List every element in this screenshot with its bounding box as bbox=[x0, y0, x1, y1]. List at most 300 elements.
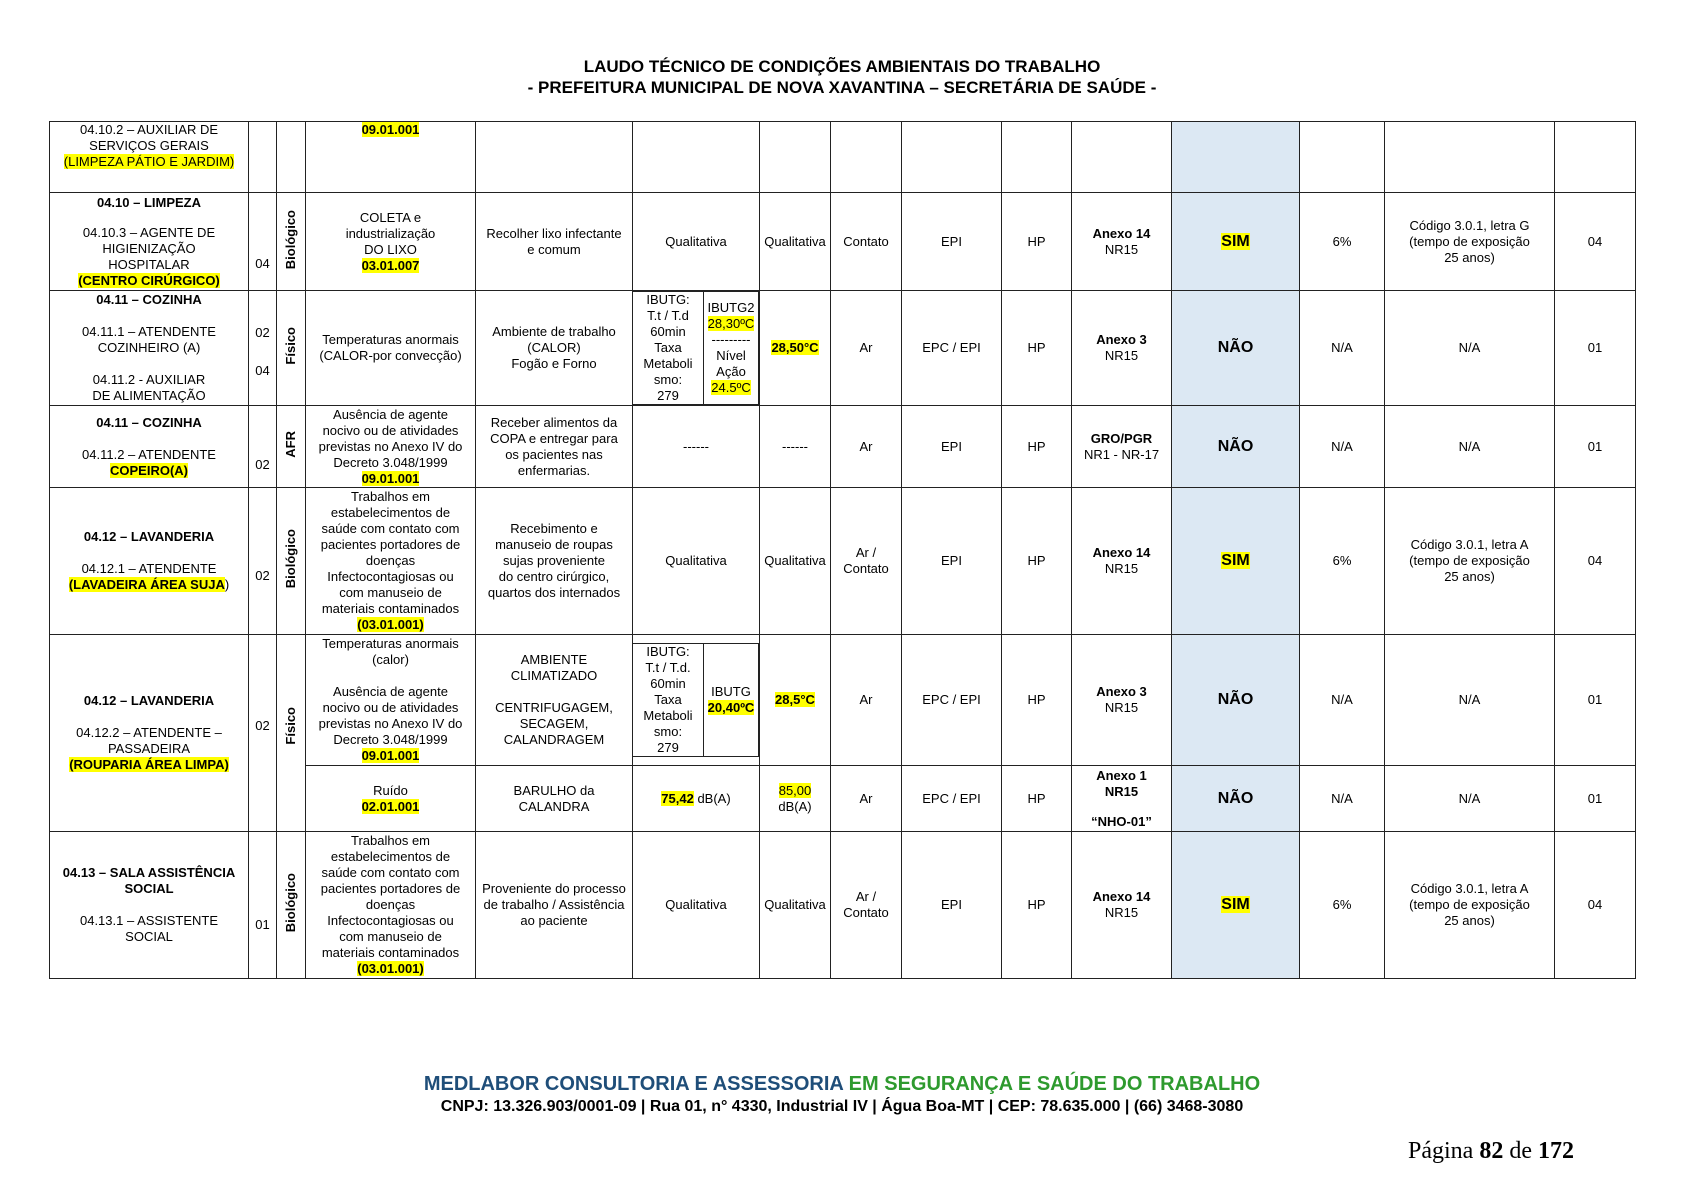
intensity-value: Qualitativa bbox=[665, 553, 727, 568]
qty-value: 02 bbox=[255, 568, 270, 583]
intensity-measure bbox=[704, 292, 759, 405]
route-value: Contato bbox=[843, 561, 889, 576]
qty-value: 01 bbox=[255, 917, 270, 932]
footer-company bbox=[0, 1073, 1684, 1096]
insalubrity-value: NÃO bbox=[1217, 691, 1254, 708]
function-highlight: COPEIRO(A) bbox=[110, 462, 188, 478]
table-row bbox=[50, 406, 1636, 488]
protection-value: EPC / EPI bbox=[922, 790, 981, 806]
qty-cell bbox=[249, 193, 277, 291]
protection-cell bbox=[902, 766, 1002, 832]
limit-value: Qualitativa bbox=[764, 233, 826, 249]
agent-text: Temperaturas anormais bbox=[322, 332, 459, 347]
header-subtitle: - PREFEITURA MUNICIPAL DE NOVA XAVANTINA – SECRETÁRIA DE SAÚDE - bbox=[527, 78, 1157, 97]
source-text: quartos dos internados bbox=[487, 585, 621, 600]
source-text: enfermarias. bbox=[517, 462, 591, 478]
intensity-value: 28,30ºC bbox=[707, 316, 755, 331]
source-text: sujas proveniente bbox=[503, 553, 605, 568]
retirement-code-cell bbox=[1385, 635, 1555, 766]
intensity-text: Ação bbox=[716, 364, 746, 379]
intensity-text: 279 bbox=[657, 740, 679, 755]
source-cell bbox=[476, 488, 633, 635]
exposure-value: HP bbox=[1027, 438, 1046, 454]
retirement-code-cell bbox=[1385, 291, 1555, 406]
agent-text: Ausência de agente bbox=[333, 406, 448, 422]
exposure-value: HP bbox=[1027, 233, 1046, 249]
qty-cell bbox=[249, 635, 277, 832]
risk-cell bbox=[277, 635, 306, 832]
intensity-text: --------- bbox=[711, 332, 751, 347]
norm-text: Anexo 14 bbox=[1092, 889, 1151, 904]
agent-text: com manuseio de bbox=[339, 929, 442, 944]
limit-unit: dB(A) bbox=[778, 798, 812, 814]
insalubrity-cell bbox=[1172, 832, 1300, 979]
exposure-cell bbox=[1002, 406, 1072, 488]
source-cell bbox=[476, 406, 633, 488]
function-highlight: LAVADEIRA ÁREA SUJA bbox=[73, 577, 225, 592]
agent-text: saúde com contato com bbox=[321, 865, 460, 880]
insalubrity-cell bbox=[1172, 291, 1300, 406]
sector-title: 04.13 – SALA ASSISTÊNCIA bbox=[62, 865, 236, 880]
function-highlight: ( bbox=[68, 577, 74, 592]
intensity-text: IBUTG bbox=[711, 684, 751, 699]
limit-cell bbox=[760, 291, 831, 406]
norm-text: NR15 bbox=[1104, 905, 1139, 920]
retirement-code-cell bbox=[1385, 832, 1555, 979]
agent-text: Infectocontagiosas ou bbox=[327, 569, 454, 584]
percent-value: 6% bbox=[1332, 897, 1352, 912]
last-value: 01 bbox=[1587, 340, 1603, 355]
insalubrity-cell bbox=[1172, 488, 1300, 635]
intensity-cell bbox=[633, 193, 760, 291]
intensity-text: IBUTG: bbox=[646, 644, 690, 659]
agent-code: 02.01.001 bbox=[361, 798, 420, 814]
limit-cell bbox=[760, 766, 831, 832]
source-cell bbox=[476, 122, 633, 193]
risk-type: Biológico bbox=[283, 209, 298, 270]
insalubrity-value: NÃO bbox=[1217, 437, 1254, 455]
norm-text: Anexo 14 bbox=[1092, 225, 1151, 241]
agent-text: Ruído bbox=[373, 782, 408, 798]
agent-cell bbox=[306, 766, 476, 832]
norm-text: Anexo 3 bbox=[1096, 332, 1147, 347]
protection-value: EPI bbox=[941, 897, 962, 912]
source-text: BARULHO da bbox=[513, 782, 595, 798]
last-cell bbox=[1555, 635, 1636, 766]
agent-text: nocivo ou de atividades bbox=[322, 422, 459, 438]
sector-title: 04.12 – LAVANDERIA bbox=[83, 693, 215, 708]
exposure-value: HP bbox=[1027, 790, 1046, 806]
insalubrity-value: SIM bbox=[1221, 232, 1250, 250]
exposure-cell bbox=[1002, 122, 1072, 193]
agent-cell bbox=[306, 488, 476, 635]
intensity-text: Taxa bbox=[654, 340, 682, 355]
sector-title: SOCIAL bbox=[124, 881, 174, 896]
qty-value: 04 bbox=[255, 256, 270, 271]
source-text: CALANDRA bbox=[518, 798, 590, 814]
agent-cell bbox=[306, 122, 476, 193]
last-cell bbox=[1555, 406, 1636, 488]
source-text: os pacientes nas bbox=[505, 446, 603, 462]
function-cell bbox=[50, 832, 249, 979]
intensity-cell bbox=[633, 635, 760, 766]
percent-value: 6% bbox=[1332, 553, 1352, 568]
insalubrity-value: SIM bbox=[1221, 896, 1250, 913]
percent-cell bbox=[1300, 193, 1385, 291]
risk-type: AFR bbox=[283, 431, 298, 458]
last-cell bbox=[1555, 122, 1636, 193]
agent-text: Trabalhos em bbox=[351, 833, 430, 848]
insalubrity-value: SIM bbox=[1221, 552, 1250, 569]
norm-text: NR15 bbox=[1104, 348, 1139, 363]
source-text: Receber alimentos da bbox=[490, 414, 618, 430]
table-row bbox=[50, 291, 1636, 406]
code-text: 25 anos) bbox=[1444, 569, 1495, 584]
function-highlight: (ROUPARIA ÁREA LIMPA) bbox=[69, 757, 229, 772]
percent-value: N/A bbox=[1331, 692, 1353, 707]
agent-text: materiais contaminados bbox=[321, 945, 460, 960]
agent-text: industrialização bbox=[345, 225, 436, 241]
intensity-method bbox=[633, 644, 704, 757]
norm-text: Anexo 14 bbox=[1092, 545, 1151, 560]
risk-type: Biológico bbox=[283, 873, 298, 933]
footer-address: CNPJ: 13.326.903/0001-09 | Rua 01, n° 4330, Industrial IV | Água Boa-MT | CEP: 78.635.000 | (66) 3468-3080 bbox=[440, 1098, 1244, 1115]
norm-text: NR15 bbox=[1104, 561, 1139, 576]
norm-text: NR15 bbox=[1104, 700, 1139, 715]
norm-text: GRO/PGR bbox=[1090, 430, 1153, 446]
company-name: MEDLABOR CONSULTORIA E ASSESSORIA bbox=[423, 1073, 844, 1095]
limit-cell bbox=[760, 832, 831, 979]
source-text: CENTRIFUGAGEM, bbox=[495, 700, 613, 715]
retirement-code-cell bbox=[1385, 406, 1555, 488]
qty-value: 02 bbox=[255, 457, 270, 472]
table-row bbox=[50, 122, 1636, 193]
agent-text: doenças bbox=[365, 897, 416, 912]
norm-text: Anexo 3 bbox=[1096, 684, 1147, 699]
agent-text: previstas no Anexo IV do bbox=[318, 438, 463, 454]
protection-value: EPI bbox=[941, 553, 962, 568]
qty-cell bbox=[249, 832, 277, 979]
agent-cell bbox=[306, 832, 476, 979]
agent-text: Trabalhos em bbox=[351, 489, 430, 504]
code-text: Código 3.0.1, letra A bbox=[1410, 537, 1529, 552]
norm-cell bbox=[1072, 635, 1172, 766]
intensity-text: IBUTG: bbox=[646, 292, 690, 307]
agent-text: pacientes portadores de bbox=[320, 537, 461, 552]
source-text: COPA e entregar para bbox=[490, 430, 618, 446]
intensity-unit: dB(A) bbox=[693, 790, 731, 806]
intensity-text: Taxa bbox=[654, 692, 682, 707]
intensity-cell bbox=[633, 488, 760, 635]
protection-cell bbox=[902, 488, 1002, 635]
risk-cell bbox=[277, 488, 306, 635]
insalubrity-cell bbox=[1172, 193, 1300, 291]
intensity-text: 60min bbox=[650, 324, 686, 339]
percent-cell bbox=[1300, 122, 1385, 193]
intensity-value: ------ bbox=[683, 438, 709, 454]
route-cell bbox=[831, 488, 902, 635]
source-text: ao paciente bbox=[520, 913, 588, 928]
route-cell bbox=[831, 635, 902, 766]
code-text: (tempo de exposição bbox=[1409, 553, 1530, 568]
function-text: HOSPITALAR bbox=[108, 256, 190, 272]
risk-type: Físico bbox=[283, 707, 298, 745]
last-value: 04 bbox=[1587, 553, 1603, 568]
norm-text: Anexo 1 bbox=[1096, 767, 1147, 783]
code-text: Código 3.0.1, letra G bbox=[1409, 217, 1530, 233]
source-text: CLIMATIZADO bbox=[510, 668, 598, 683]
source-text: CALANDRAGEM bbox=[503, 732, 605, 747]
route-cell bbox=[831, 122, 902, 193]
percent-value: N/A bbox=[1331, 340, 1353, 355]
code-text: (tempo de exposição bbox=[1409, 897, 1530, 912]
exposure-value: HP bbox=[1027, 897, 1046, 912]
norm-text: NR1 - NR-17 bbox=[1083, 446, 1160, 462]
qty-cell bbox=[249, 122, 277, 193]
agent-text: Infectocontagiosas ou bbox=[327, 913, 454, 928]
intensity-text: Metaboli bbox=[643, 356, 693, 371]
risk-type: Biológico bbox=[283, 529, 298, 589]
route-cell bbox=[831, 766, 902, 832]
last-cell bbox=[1555, 291, 1636, 406]
intensity-text: T.t / T.d bbox=[647, 308, 689, 323]
function-text: SOCIAL bbox=[125, 929, 173, 944]
norm-text: NR15 bbox=[1104, 783, 1139, 799]
limit-value: 85,00 bbox=[778, 782, 812, 798]
function-highlight: (CENTRO CIRÚRGICO) bbox=[78, 272, 220, 288]
risk-cell bbox=[277, 832, 306, 979]
insalubrity-value: NÃO bbox=[1217, 339, 1254, 356]
page-number bbox=[1408, 1138, 1574, 1165]
limit-cell bbox=[760, 635, 831, 766]
route-cell bbox=[831, 291, 902, 406]
last-cell bbox=[1555, 766, 1636, 832]
code-text: N/A bbox=[1458, 790, 1481, 806]
table-row bbox=[50, 832, 1636, 979]
agent-code: 09.01.001 bbox=[361, 470, 420, 486]
intensity-text: T.t / T.d. bbox=[645, 660, 691, 675]
retirement-code-cell bbox=[1385, 122, 1555, 193]
function-text: 04.12.1 – ATENDENTE bbox=[81, 561, 217, 576]
sector-title: 04.12 – LAVANDERIA bbox=[83, 529, 215, 544]
insalubrity-value: NÃO bbox=[1217, 789, 1254, 807]
source-text: (CALOR) bbox=[527, 340, 581, 355]
last-value: 01 bbox=[1587, 692, 1603, 707]
retirement-code-cell bbox=[1385, 766, 1555, 832]
protection-cell bbox=[902, 193, 1002, 291]
route-value: Contato bbox=[843, 905, 889, 920]
percent-cell bbox=[1300, 832, 1385, 979]
source-cell bbox=[476, 766, 633, 832]
function-cell bbox=[50, 122, 249, 193]
norm-text: NR15 bbox=[1104, 241, 1139, 257]
percent-value: N/A bbox=[1331, 790, 1353, 806]
norm-cell bbox=[1072, 406, 1172, 488]
intensity-cell bbox=[633, 122, 760, 193]
agent-text: DO LIXO bbox=[364, 241, 417, 257]
exposure-value: HP bbox=[1027, 553, 1046, 568]
sector-title: 04.11 – COZINHA bbox=[96, 292, 202, 307]
agent-code: (03.01.001) bbox=[357, 617, 424, 632]
qty-cell bbox=[249, 488, 277, 635]
function-cell bbox=[50, 488, 249, 635]
route-cell bbox=[831, 406, 902, 488]
intensity-text: IBUTG2 bbox=[707, 300, 755, 315]
source-text: Fogão e Forno bbox=[511, 356, 597, 371]
source-cell bbox=[476, 291, 633, 406]
source-cell bbox=[476, 193, 633, 291]
code-text: Código 3.0.1, letra A bbox=[1410, 881, 1529, 896]
code-text: N/A bbox=[1458, 692, 1481, 707]
percent-cell bbox=[1300, 291, 1385, 406]
protection-cell bbox=[902, 832, 1002, 979]
route-value: Ar / bbox=[855, 889, 877, 904]
insalubrity-cell bbox=[1172, 406, 1300, 488]
agent-text: (CALOR-por convecção) bbox=[319, 348, 462, 363]
agent-code: 09.01.001 bbox=[361, 748, 420, 763]
function-text: ) bbox=[224, 577, 230, 592]
page-total: 172 bbox=[1538, 1138, 1574, 1164]
norm-cell bbox=[1072, 832, 1172, 979]
protection-cell bbox=[902, 635, 1002, 766]
norm-cell bbox=[1072, 488, 1172, 635]
last-value: 04 bbox=[1587, 233, 1603, 249]
risk-cell bbox=[277, 193, 306, 291]
percent-cell bbox=[1300, 766, 1385, 832]
agent-text: COLETA e bbox=[359, 209, 422, 225]
agent-text: pacientes portadores de bbox=[320, 881, 461, 896]
route-value: Ar bbox=[859, 692, 873, 707]
function-text: PASSADEIRA bbox=[107, 741, 191, 756]
limit-cell bbox=[760, 406, 831, 488]
norm-cell bbox=[1072, 766, 1172, 832]
code-text: 25 anos) bbox=[1444, 249, 1495, 265]
function-text: HIGIENIZAÇÃO bbox=[102, 240, 196, 256]
exposure-cell bbox=[1002, 291, 1072, 406]
intensity-measure bbox=[704, 644, 759, 757]
route-cell bbox=[831, 193, 902, 291]
function-text: COZINHEIRO (A) bbox=[97, 340, 201, 355]
qty-cell bbox=[249, 406, 277, 488]
protection-value: EPC / EPI bbox=[922, 340, 981, 355]
function-text: 04.11.2 – ATENDENTE bbox=[82, 446, 216, 462]
code-text: (tempo de exposição bbox=[1409, 233, 1530, 249]
function-text: DE ALIMENTAÇÃO bbox=[92, 388, 206, 403]
agent-text: materiais contaminados bbox=[321, 601, 460, 616]
retirement-code-cell bbox=[1385, 193, 1555, 291]
limit-cell bbox=[760, 193, 831, 291]
route-cell bbox=[831, 832, 902, 979]
last-cell bbox=[1555, 193, 1636, 291]
last-value: 01 bbox=[1587, 790, 1603, 806]
intensity-text: smo: bbox=[653, 724, 683, 739]
function-cell bbox=[50, 291, 249, 406]
header-title: LAUDO TÉCNICO DE CONDIÇÕES AMBIENTAIS DO TRABALHO bbox=[583, 57, 1101, 76]
agent-text: saúde com contato com bbox=[321, 521, 460, 536]
agent-text: doenças bbox=[365, 553, 416, 568]
percent-value: N/A bbox=[1331, 438, 1353, 454]
intensity-value: Qualitativa bbox=[665, 897, 727, 912]
intensity-cell bbox=[633, 291, 760, 406]
protection-cell bbox=[902, 291, 1002, 406]
risk-table bbox=[49, 121, 1636, 979]
code-text: N/A bbox=[1458, 438, 1481, 454]
agent-cell bbox=[306, 193, 476, 291]
agent-code: (03.01.001) bbox=[357, 961, 424, 976]
intensity-cell bbox=[633, 766, 760, 832]
insalubrity-cell bbox=[1172, 122, 1300, 193]
qty-cell bbox=[249, 291, 277, 406]
percent-cell bbox=[1300, 406, 1385, 488]
norm-cell bbox=[1072, 122, 1172, 193]
agent-code: 09.01.001 bbox=[361, 122, 420, 137]
agent-text: estabelecimentos de bbox=[330, 849, 451, 864]
code-text: 25 anos) bbox=[1444, 913, 1495, 928]
exposure-cell bbox=[1002, 193, 1072, 291]
exposure-cell bbox=[1002, 832, 1072, 979]
agent-cell bbox=[306, 635, 476, 766]
table-row bbox=[50, 488, 1636, 635]
agent-text: Decreto 3.048/1999 bbox=[333, 454, 448, 470]
last-cell bbox=[1555, 832, 1636, 979]
intensity-value: 75,42 bbox=[661, 790, 694, 806]
risk-cell bbox=[277, 291, 306, 406]
protection-value: EPC / EPI bbox=[922, 692, 981, 707]
function-cell bbox=[50, 635, 249, 832]
route-value: Contato bbox=[843, 233, 889, 249]
intensity-cell bbox=[633, 406, 760, 488]
table-row bbox=[50, 193, 1636, 291]
intensity-cell bbox=[633, 832, 760, 979]
intensity-text: 279 bbox=[657, 388, 679, 403]
limit-value: 28,50°C bbox=[771, 340, 819, 355]
function-text: 04.10.3 – AGENTE DE bbox=[82, 224, 216, 240]
agent-cell bbox=[306, 291, 476, 406]
agent-text: (calor) bbox=[372, 652, 409, 667]
intensity-text: Metaboli bbox=[643, 708, 693, 723]
source-cell bbox=[476, 832, 633, 979]
intensity-value: Qualitativa bbox=[665, 233, 727, 249]
source-text: Proveniente do processo bbox=[482, 881, 626, 896]
function-highlight: (LIMPEZA PÁTIO E JARDIM) bbox=[63, 154, 235, 169]
function-text: 04.10.2 – AUXILIAR DE bbox=[79, 122, 219, 137]
qty-value: 04 bbox=[255, 363, 270, 378]
source-text: Ambiente de trabalho bbox=[492, 324, 616, 339]
limit-value: ------ bbox=[782, 438, 808, 454]
limit-cell bbox=[760, 488, 831, 635]
company-tagline: EM SEGURANÇA E SAÚDE DO TRABALHO bbox=[843, 1073, 1261, 1095]
intensity-method bbox=[633, 292, 704, 405]
limit-value: Qualitativa bbox=[764, 897, 826, 912]
intensity-text: 60min bbox=[650, 676, 686, 691]
risk-cell bbox=[277, 122, 306, 193]
page-label: Página bbox=[1408, 1138, 1480, 1164]
source-text: Recebimento e bbox=[510, 521, 598, 536]
limit-cell bbox=[760, 122, 831, 193]
exposure-value: HP bbox=[1027, 340, 1046, 355]
limit-value: 28,5°C bbox=[775, 692, 815, 707]
code-text: N/A bbox=[1458, 340, 1481, 355]
route-value: Ar bbox=[859, 438, 873, 454]
protection-value: EPI bbox=[941, 438, 962, 454]
protection-cell bbox=[902, 122, 1002, 193]
last-value: 04 bbox=[1587, 897, 1603, 912]
function-cell bbox=[50, 406, 249, 488]
function-text: 04.13.1 – ASSISTENTE bbox=[79, 913, 219, 928]
table-row bbox=[50, 635, 1636, 766]
agent-text: Ausência de agente bbox=[333, 684, 448, 699]
retirement-code-cell bbox=[1385, 488, 1555, 635]
